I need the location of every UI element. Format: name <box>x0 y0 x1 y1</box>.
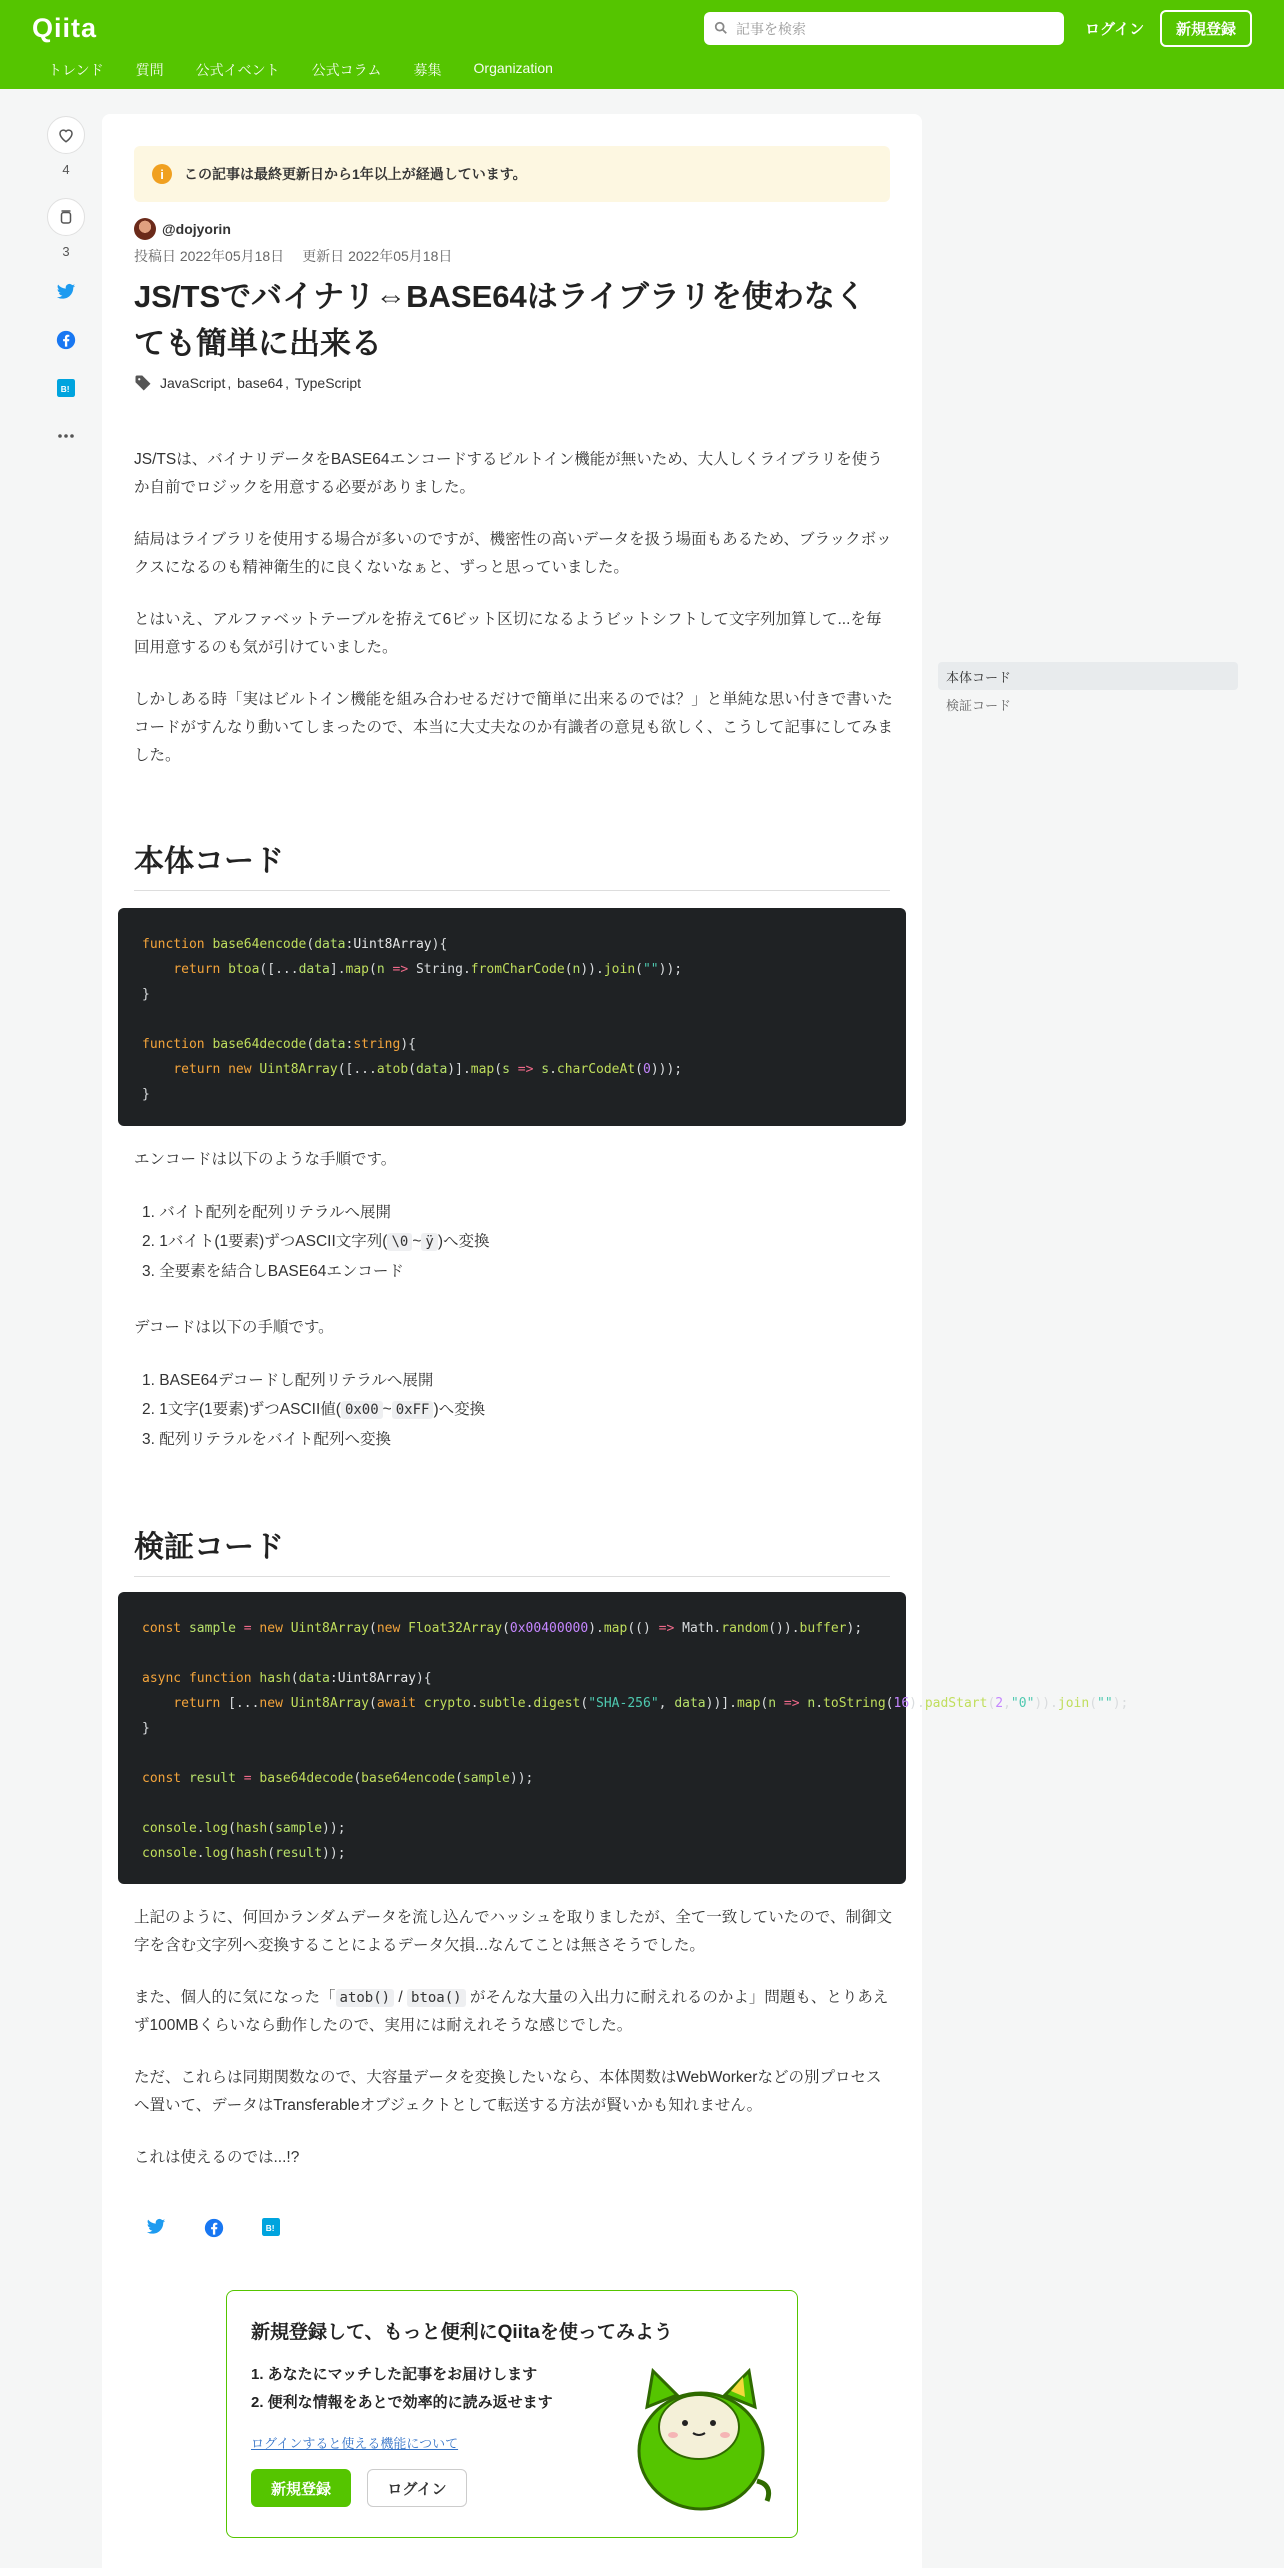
decode-description: デコードは以下の手順です。 <box>134 1319 334 1336</box>
decode-steps <box>134 1366 485 1454</box>
decode-step-1-text: BASE64デコードし配列リテラルへ展開 <box>159 1372 434 1389</box>
qiitan-mascot-illustration <box>627 2361 775 2511</box>
more-horizontal-icon <box>57 433 75 439</box>
stock-count: 3 <box>62 244 70 259</box>
heart-icon <box>57 126 75 144</box>
range-sep: ~ <box>382 1401 392 1418</box>
warning-text: この記事は最終更新日から1年以上が経過しています。 <box>184 166 527 182</box>
twitter-share[interactable] <box>54 280 78 304</box>
top-header <box>0 0 1284 89</box>
after-paragraph-2 <box>134 1984 894 2040</box>
hatena-bookmark-icon <box>57 379 75 397</box>
outdated-warning <box>134 146 890 202</box>
decode-step-2-pre: 1文字(1要素)ずつASCII値( <box>159 1401 341 1418</box>
tag-icon <box>134 374 152 392</box>
inline-code-btoa: btoa() <box>407 1989 466 2007</box>
signup-button[interactable]: 新規登録 <box>1160 10 1252 47</box>
encode-step-3-text: 全要素を結合しBASE64エンコード <box>159 1263 404 1280</box>
cta-title: 新規登録して、もっと便利にQiitaを使ってみよう <box>251 2322 673 2343</box>
encode-step-2-pre: 1バイト(1要素)ずつASCII文字列( <box>159 1233 388 1250</box>
tag-sep: , <box>227 375 236 391</box>
like-count: 4 <box>62 162 70 177</box>
encode-step-2: 2. 1バイト(1要素)ずつASCII文字列( \0 ~ ÿ )へ変換 <box>142 1233 490 1250</box>
signup-cta <box>226 2290 798 2538</box>
toc-item-main-code[interactable]: 本体コード <box>938 662 1238 690</box>
more-options[interactable] <box>54 424 78 448</box>
intro-paragraph-1: JS/TSは、バイナリデータをBASE64エンコードするビルトイン機能が無いため、大人しくライブラリを使うか自前でロジックを用意する必要がありました。 <box>134 451 883 496</box>
svg-text:B!: B! <box>265 2223 275 2233</box>
nav-columns[interactable]: 公式コラム <box>311 62 382 78</box>
table-of-contents <box>938 662 1238 718</box>
global-nav <box>48 60 553 80</box>
inline-code: 0xFF <box>392 1401 434 1419</box>
article-dates <box>134 246 452 266</box>
intro-paragraph-4: しかしある時「実はビルトイン機能を組み合わせるだけで簡単に出来るのでは？」と単純な思い付きで書いたコードがすんなり動いてしまったので、本当に大丈夫なのか有識者の意見も欲しく、こうして記事にしてみました。 <box>134 691 893 764</box>
after-paragraph-1: 上記のように、何回かランダムデータを流し込んでハッシュを取りましたが、全て一致していたので、制御文字を含む文字列へ変換することによるデータ欠損...なんてことは無さそうでした。 <box>134 1909 892 1954</box>
tag-typescript[interactable]: TypeScript <box>294 375 361 391</box>
facebook-icon <box>56 330 76 350</box>
cta-signup-button[interactable]: 新規登録 <box>251 2469 351 2507</box>
tag-base64[interactable]: base64 <box>237 375 284 391</box>
heading-main-code: 本体コード <box>134 836 890 891</box>
code-block-main[interactable]: function base64encode(data:Uint8Array){ return btoa([...data].map(n => String.fromCharCode(n)).join("")); } function base64decode(data:string){ return new Uint8Array([...atob(data)].map(s => s.charCodeAt(0))); } <box>118 908 906 1126</box>
toc-item-verify-code[interactable]: 検証コード <box>946 697 1012 713</box>
inline-code: 0x00 <box>341 1401 383 1419</box>
range-sep: ~ <box>412 1233 422 1250</box>
author[interactable] <box>134 218 231 240</box>
heading-verify-code: 検証コード <box>134 1522 890 1577</box>
facebook-icon[interactable] <box>204 2218 224 2238</box>
after-2-post: がそんな大量の入出力に耐えれるのかよ」問題も、とりあえず100MBくらいなら動作したので、実用には耐えれそうな感じでした。 <box>134 1989 889 2034</box>
stock-icon <box>57 208 75 226</box>
bottom-share-buttons <box>146 2218 280 2238</box>
login-link[interactable]: ログイン <box>1085 21 1145 38</box>
cta-benefits <box>251 2361 553 2417</box>
facebook-share[interactable] <box>54 328 78 352</box>
cta-benefit-2: 2. 便利な情報をあとで効率的に読み返せます <box>251 2394 553 2411</box>
nav-organization[interactable]: Organization <box>473 60 553 76</box>
intro-paragraph-3: とはいえ、アルファベットテーブルを拵えて6ビット区切になるようビットシフトして文字列加算して...を毎回用意するのも気が引けていました。 <box>134 611 882 656</box>
search-placeholder: 記事を検索 <box>736 20 806 37</box>
cta-login-button[interactable]: ログイン <box>367 2469 467 2507</box>
decode-step-2: 2. 1文字(1要素)ずつASCII値( 0x00 ~ 0xFF )へ変換 <box>142 1401 486 1418</box>
code-block-verify[interactable]: const sample = new Uint8Array(new Float32Array(0x00400000).map(() => Math.random()).buffer); async function hash(data:Uint8Array){ return [...new Uint8Array(await crypto.subtle.digest("SHA-256", data))].map(n => n.toString(16).padStart(2,"0")).join(""); } const result = base64decode(base64encode(sample)); console.log(hash(sample)); console.log(hash(result)); <box>118 1592 906 1884</box>
posted-date: 投稿日 2022年05月18日 <box>134 248 285 264</box>
decode-step-2-post: )へ変換 <box>433 1401 486 1418</box>
after-paragraph-4: これは使えるのでは...!? <box>134 2149 300 2166</box>
hatena-share[interactable] <box>54 376 78 400</box>
nav-recruit[interactable]: 募集 <box>413 62 442 78</box>
decode-step-3: 3. 配列リテラルをバイト配列へ変換 <box>142 1431 391 1448</box>
search-icon <box>714 21 728 35</box>
encode-step-1: 1. バイト配列を配列リテラルへ展開 <box>142 1204 391 1221</box>
like-button[interactable] <box>47 116 85 154</box>
encode-step-1-text: バイト配列を配列リテラルへ展開 <box>159 1204 391 1221</box>
tag-sep: , <box>285 375 293 391</box>
intro-paragraph-2: 結局はライブラリを使用する場合が多いのですが、機密性の高いデータを扱う場面もあるため、ブラックボックスになるのも精神衛生的に良くないなぁと、ずっと思っていました。 <box>134 531 892 576</box>
avatar[interactable] <box>134 218 156 240</box>
inline-code: ÿ <box>421 1233 437 1251</box>
article-title: JS/TSでバイナリ⇔BASE64はライブラリを使わなくても簡単に出来る <box>134 279 866 361</box>
nav-events[interactable]: 公式イベント <box>195 62 280 78</box>
nav-trend[interactable]: トレンド <box>48 62 104 78</box>
cta-features-link[interactable]: ログインすると使える機能について <box>251 2436 459 2451</box>
stock-button[interactable] <box>47 198 85 236</box>
twitter-icon[interactable] <box>146 2218 166 2236</box>
decode-step-3-text: 配列リテラルをバイト配列へ変換 <box>159 1431 391 1448</box>
article-actions <box>46 116 86 472</box>
decode-step-1: 1. BASE64デコードし配列リテラルへ展開 <box>142 1372 434 1389</box>
author-name[interactable]: @dojyorin <box>162 221 231 237</box>
qiita-logo[interactable]: Qiita <box>32 12 98 43</box>
cta-benefit-1: 1. あなたにマッチした記事をお届けします <box>251 2366 538 2383</box>
updated-date: 更新日 2022年05月18日 <box>302 248 453 264</box>
svg-text:B!: B! <box>60 384 70 394</box>
nav-questions[interactable]: 質問 <box>135 62 164 78</box>
article-card <box>102 114 1129 2568</box>
encode-step-3: 3. 全要素を結合しBASE64エンコード <box>142 1263 404 1280</box>
after-2-slash: / <box>394 1989 408 2006</box>
search-input[interactable] <box>704 12 1064 45</box>
tag-list <box>134 374 363 392</box>
after-paragraph-3: ただ、これらは同期関数なので、大容量データを変換したいなら、本体関数はWebWorkerなどの別プロセスへ置いて、データはTransferableオブジェクトとして転送する方法が賢いかも知れません。 <box>134 2069 882 2114</box>
hatena-bookmark-icon[interactable] <box>262 2218 280 2236</box>
inline-code-atob: atob() <box>336 1989 395 2007</box>
tag-javascript[interactable]: JavaScript <box>160 375 226 391</box>
encode-steps <box>134 1198 489 1286</box>
info-icon: i <box>152 164 172 184</box>
inline-code: \0 <box>387 1233 412 1251</box>
encode-description: エンコードは以下のような手順です。 <box>134 1151 397 1168</box>
twitter-icon <box>56 283 76 301</box>
after-2-pre: また、個人的に気になった「 <box>134 1989 336 2006</box>
encode-step-2-post: )へ変換 <box>437 1233 490 1250</box>
